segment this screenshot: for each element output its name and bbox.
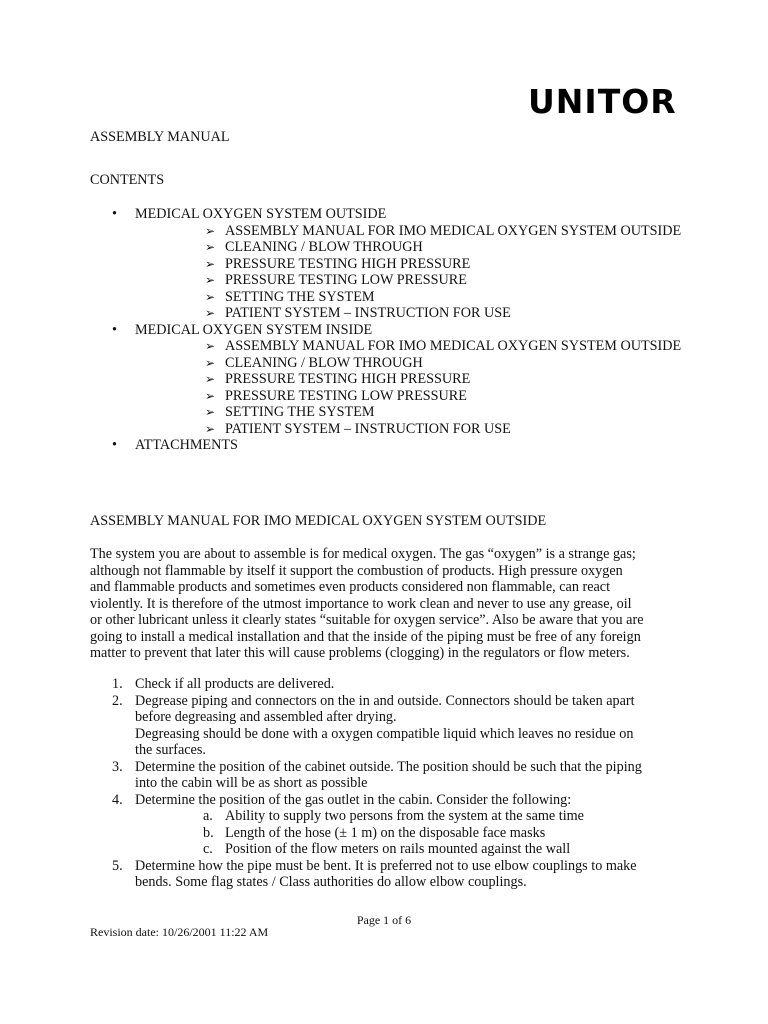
page-number: Page 1 of 6 xyxy=(356,913,412,927)
step-line: Determine the position of the gas outlet in the cabin. Consider the following: xyxy=(135,791,572,808)
step-number: 5. xyxy=(112,857,123,874)
contents-item: ➢ PATIENT SYSTEM – INSTRUCTION FOR USE xyxy=(135,305,681,322)
subitem-letter: a. xyxy=(203,808,213,824)
step-number: 2. xyxy=(112,692,123,709)
step-line: bends. Some flag states / Class authorities do allow elbow couplings. xyxy=(135,874,527,890)
contents-group-label: ATTACHMENTS xyxy=(135,437,238,453)
revision-date: Revision date: 10/26/2001 11:22 AM xyxy=(90,925,269,939)
step-line: Degreasing should be done with a oxygen compatible liquid which leaves no residue on xyxy=(135,725,634,742)
step-line: into the cabin will be as short as possible xyxy=(135,775,368,791)
contents-group xyxy=(90,437,681,454)
step-sublist xyxy=(135,808,690,858)
contents-list xyxy=(90,206,681,454)
contents-item: ➢ ASSEMBLY MANUAL FOR IMO MEDICAL OXYGEN SYSTEM OUTSIDE xyxy=(135,223,681,240)
step-item xyxy=(90,858,690,891)
contents-group xyxy=(90,206,681,322)
contents-group-label: MEDICAL OXYGEN SYSTEM OUTSIDE xyxy=(135,206,387,222)
intro-line: The system you are about to assemble is for medical oxygen. The gas “oxygen” is a strange gas; xyxy=(90,546,636,562)
intro-line: and flammable products and sometimes even products considered non flammable, can react xyxy=(90,579,611,595)
subitem-letter: b. xyxy=(203,824,214,841)
contents-item: ➢ PRESSURE TESTING LOW PRESSURE xyxy=(135,388,681,405)
contents-item: ➢ CLEANING / BLOW THROUGH xyxy=(135,239,681,256)
contents-group xyxy=(90,322,681,438)
contents-item: ➢ PRESSURE TESTING HIGH PRESSURE xyxy=(135,256,681,273)
intro-line: although not flammable by itself it support the combustion of products. High pressure oxygen xyxy=(90,562,623,579)
step-subitem xyxy=(135,841,690,858)
step-line: Check if all products are delivered. xyxy=(135,676,335,692)
contents-item: ➢ PRESSURE TESTING LOW PRESSURE xyxy=(135,272,681,289)
subitem-text: Position of the flow meters on rails mounted against the wall xyxy=(225,841,571,857)
step-line: Determine the position of the cabinet outside. The position should be such that the piping xyxy=(135,758,642,775)
step-item xyxy=(90,792,690,858)
contents-sublist xyxy=(135,338,681,437)
intro-line: matter to prevent that later this will cause problems (clogging) in the regulators or flow meters. xyxy=(90,645,630,661)
step-number: 1. xyxy=(112,676,123,692)
intro-paragraph xyxy=(90,546,680,662)
step-number: 4. xyxy=(112,791,123,808)
step-subitem xyxy=(135,808,690,825)
section-heading: ASSEMBLY MANUAL FOR IMO MEDICAL OXYGEN SYSTEM OUTSIDE xyxy=(90,513,547,529)
step-subitem xyxy=(135,825,690,842)
subitem-text: Ability to supply two persons from the system at the same time xyxy=(225,808,584,824)
subitem-letter: c. xyxy=(203,841,213,857)
step-line: before degreasing and assembled after drying. xyxy=(135,709,397,725)
unitor-logo: UNITOR xyxy=(528,82,677,121)
intro-line: going to install a medical installation and that the inside of the piping must be free of any foreign xyxy=(90,628,641,645)
contents-item: ➢ CLEANING / BLOW THROUGH xyxy=(135,355,681,372)
step-line: the surfaces. xyxy=(135,742,206,758)
contents-sublist xyxy=(135,223,681,322)
contents-group-label: MEDICAL OXYGEN SYSTEM INSIDE xyxy=(135,321,373,338)
intro-line: or other lubricant unless it clearly states “suitable for oxygen service”. Also be aware that you are xyxy=(90,612,644,628)
step-item xyxy=(90,693,690,759)
step-item xyxy=(90,676,690,693)
contents-item: ➢ PRESSURE TESTING HIGH PRESSURE xyxy=(135,371,681,388)
contents-item: ➢ SETTING THE SYSTEM xyxy=(135,289,681,306)
contents-item: ➢ SETTING THE SYSTEM xyxy=(135,404,681,421)
intro-line: violently. It is therefore of the utmost importance to work clean and never to use any grease, oil xyxy=(90,595,632,612)
subitem-text: Length of the hose (± 1 m) on the disposable face masks xyxy=(225,824,546,841)
step-number: 3. xyxy=(112,758,123,775)
contents-item: ➢ ASSEMBLY MANUAL FOR IMO MEDICAL OXYGEN SYSTEM OUTSIDE xyxy=(135,338,681,355)
step-line: Degrease piping and connectors on the in and outside. Connectors should be taken apart xyxy=(135,692,635,709)
contents-heading: CONTENTS xyxy=(90,172,165,188)
step-item xyxy=(90,759,690,792)
document-title: ASSEMBLY MANUAL xyxy=(90,129,230,145)
contents-item: ➢ PATIENT SYSTEM – INSTRUCTION FOR USE xyxy=(135,421,681,438)
steps-list xyxy=(90,676,690,891)
step-line: Determine how the pipe must be bent. It is preferred not to use elbow couplings to make xyxy=(135,857,637,874)
